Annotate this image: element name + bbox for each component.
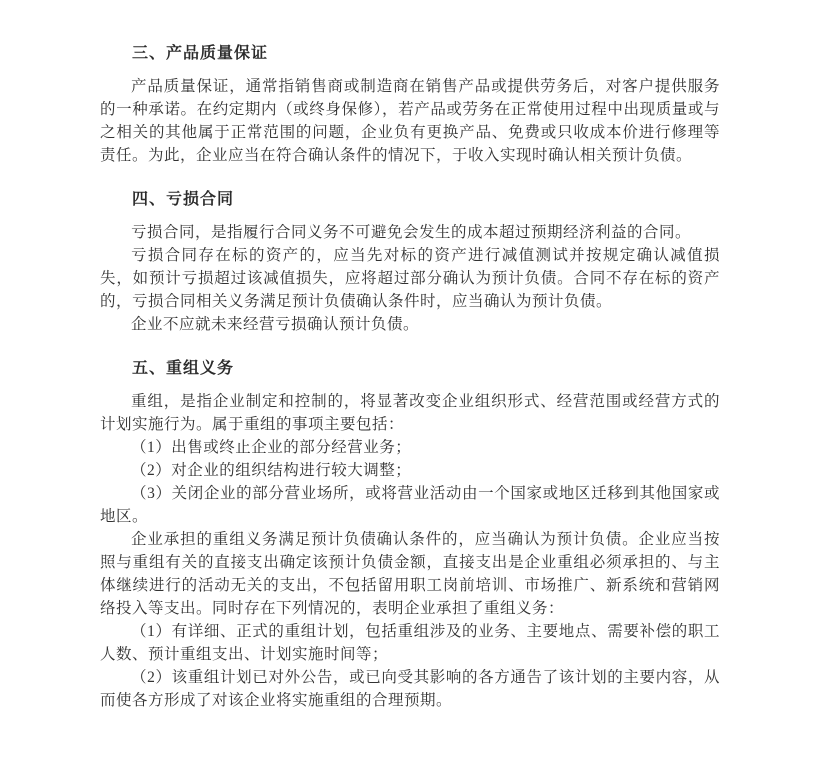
section-restructuring-obligation: [100, 357, 720, 712]
paragraph: 重组，是指企业制定和控制的，将显著改变企业组织形式、经营范围或经营方式的计划实施行为。属于重组的事项主要包括：: [100, 393, 720, 433]
list-item: （1）出售或终止企业的部分经营业务；: [131, 439, 412, 456]
list-item: （2）该重组计划已对外公告，或已向受其影响的各方通告了该计划的主要内容，从而使各方形成了对该企业将实施重组的合理预期。: [100, 669, 720, 709]
section-heading: 五、重组义务: [132, 360, 235, 377]
paragraph: 产品质量保证，通常指销售商或制造商在销售产品或提供劳务后，对客户提供服务的一种承诺。在约定期内（或终身保修），若产品或劳务在正常使用过程中出现质量或与之相关的其他属于正常范围的问题，企业负有更换产品、免费或只收成本价进行修理等责任。为此，企业应当在符合确认条件的情况下，于收入实现时确认相关预计负债。: [100, 78, 720, 164]
paragraph: 亏损合同存在标的资产的，应当先对标的资产进行减值测试并按规定确认减值损失，如预计亏损超过该减值损失，应将超过部分确认为预计负债。合同不存在标的资产的，亏损合同相关义务满足预计负债确认条件时，应当确认为预计负债。: [100, 247, 720, 310]
section-product-quality-warranty: [100, 42, 720, 167]
section-heading: 三、产品质量保证: [132, 45, 269, 62]
section-heading: 四、亏损合同: [132, 191, 235, 208]
paragraph: 亏损合同，是指履行合同义务不可避免会发生的成本超过预期经济利益的合同。: [131, 224, 692, 241]
paragraph: 企业不应就未来经营亏损确认预计负债。: [131, 316, 420, 333]
section-onerous-contract: [100, 188, 720, 336]
list-item: （1）有详细、正式的重组计划，包括重组涉及的业务、主要地点、需要补偿的职工人数、预计重组支出、计划实施时间等；: [100, 623, 720, 663]
list-item: （3）关闭企业的部分营业场所，或将营业活动由一个国家或地区迁移到其他国家或地区。: [100, 485, 720, 525]
paragraph: 企业承担的重组义务满足预计负债确认条件的，应当确认为预计负债。企业应当按照与重组有关的直接支出确定该预计负债金额，直接支出是企业重组必须承担的、与主体继续进行的活动无关的支出，不包括留用职工岗前培训、市场推广、新系统和营销网络投入等支出。同时存在下列情况的，表明企业承担了重组义务：: [100, 531, 720, 617]
list-item: （2）对企业的组织结构进行较大调整；: [131, 462, 412, 479]
